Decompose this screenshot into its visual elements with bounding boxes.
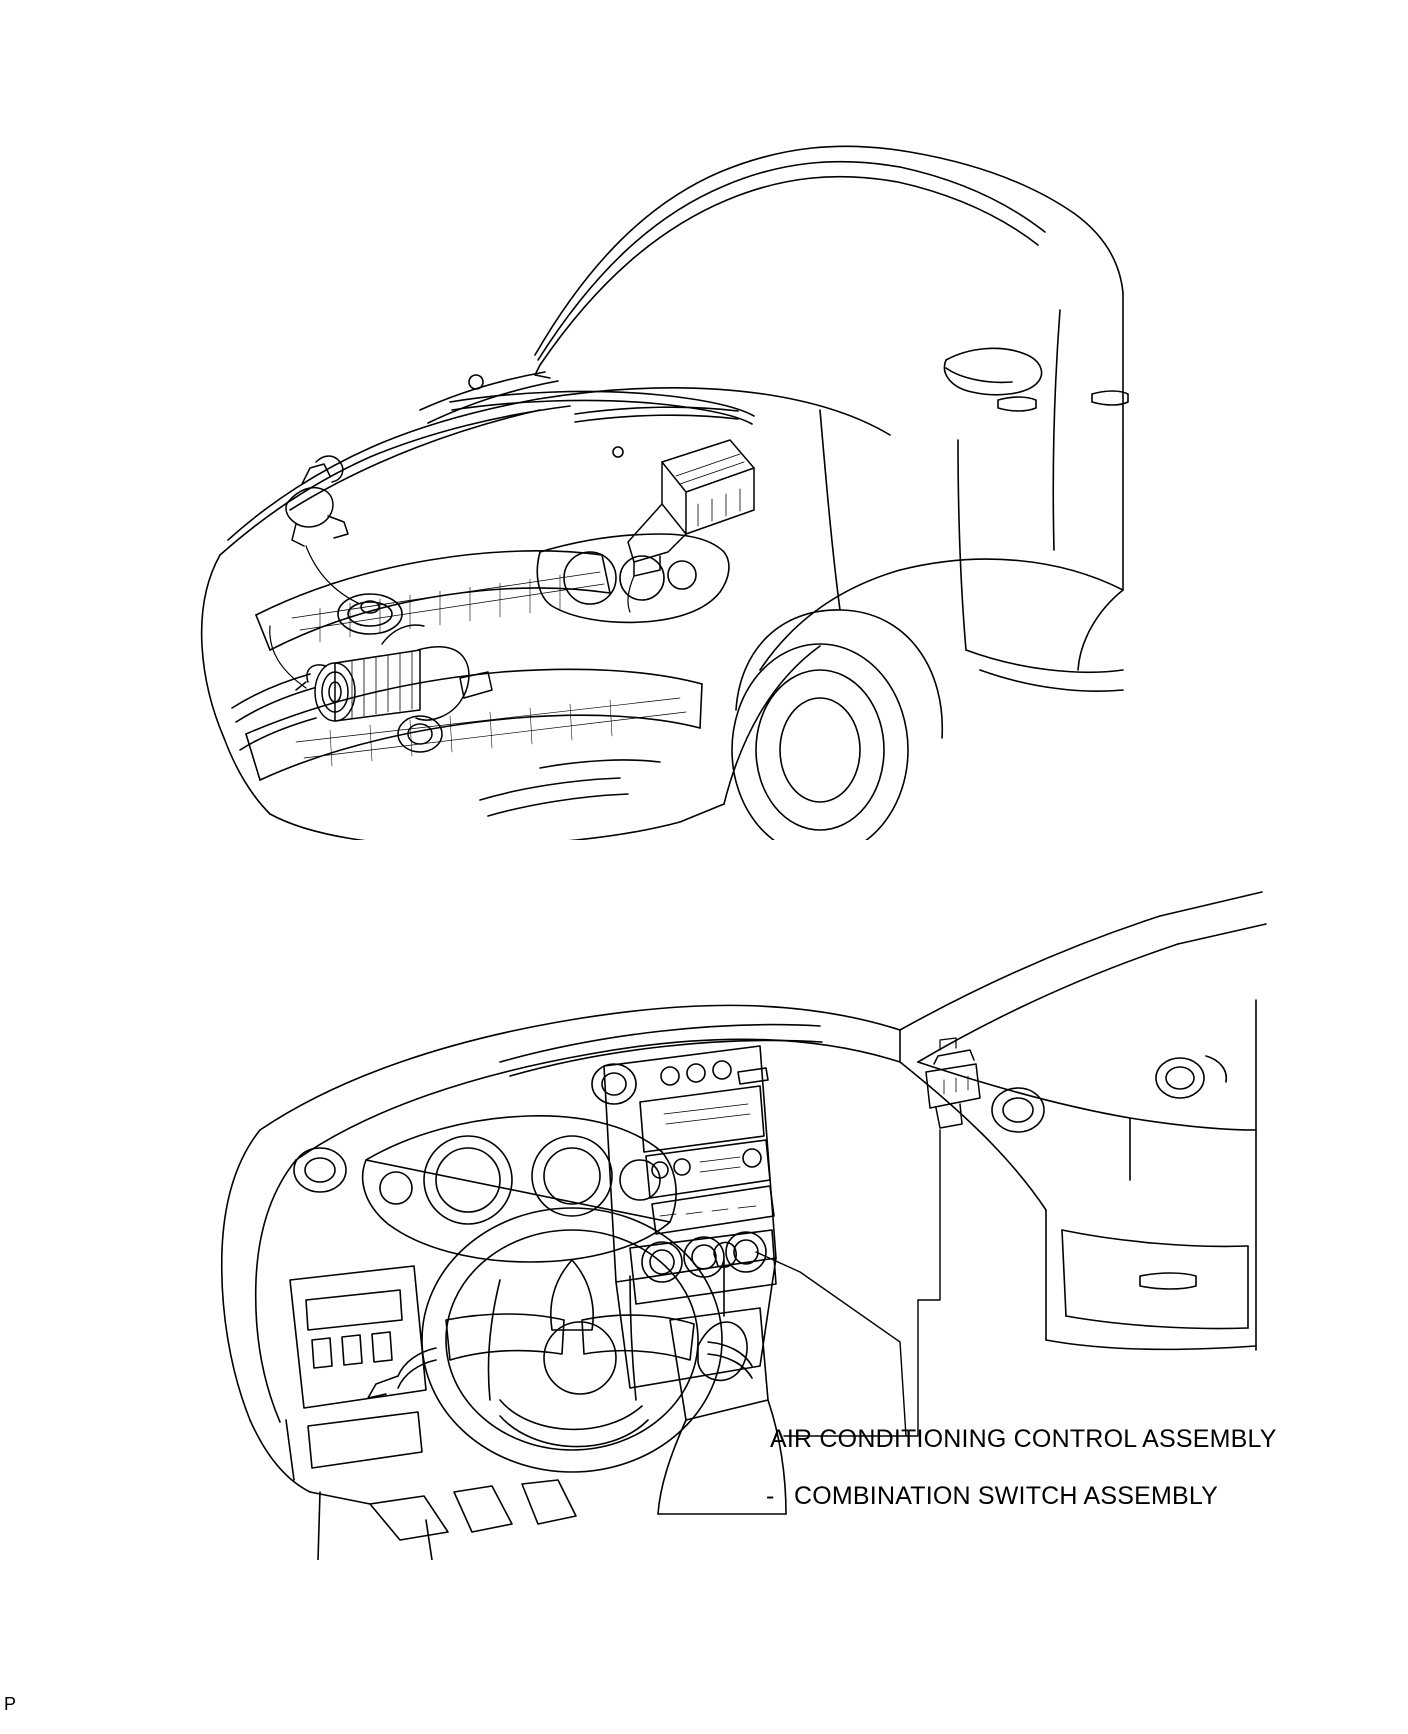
callout-dash: - [766, 1482, 775, 1510]
figure-vehicle-front [120, 110, 1160, 840]
figure-interior-dash [200, 880, 1280, 1560]
callout-label-ac-control: AIR CONDITIONING CONTROL ASSEMBLY [770, 1425, 1277, 1453]
callout-label-combination-switch [766, 1482, 1218, 1511]
ac-control-connector-part [926, 1038, 980, 1128]
callout-label-combination-switch-text: COMBINATION SWITCH ASSEMBLY [794, 1482, 1218, 1510]
page-code: P [4, 1694, 17, 1714]
ac-pressure-switch-part [286, 456, 348, 546]
ac-amplifier-part [628, 440, 754, 576]
ac-control-assembly-part [630, 1230, 776, 1304]
